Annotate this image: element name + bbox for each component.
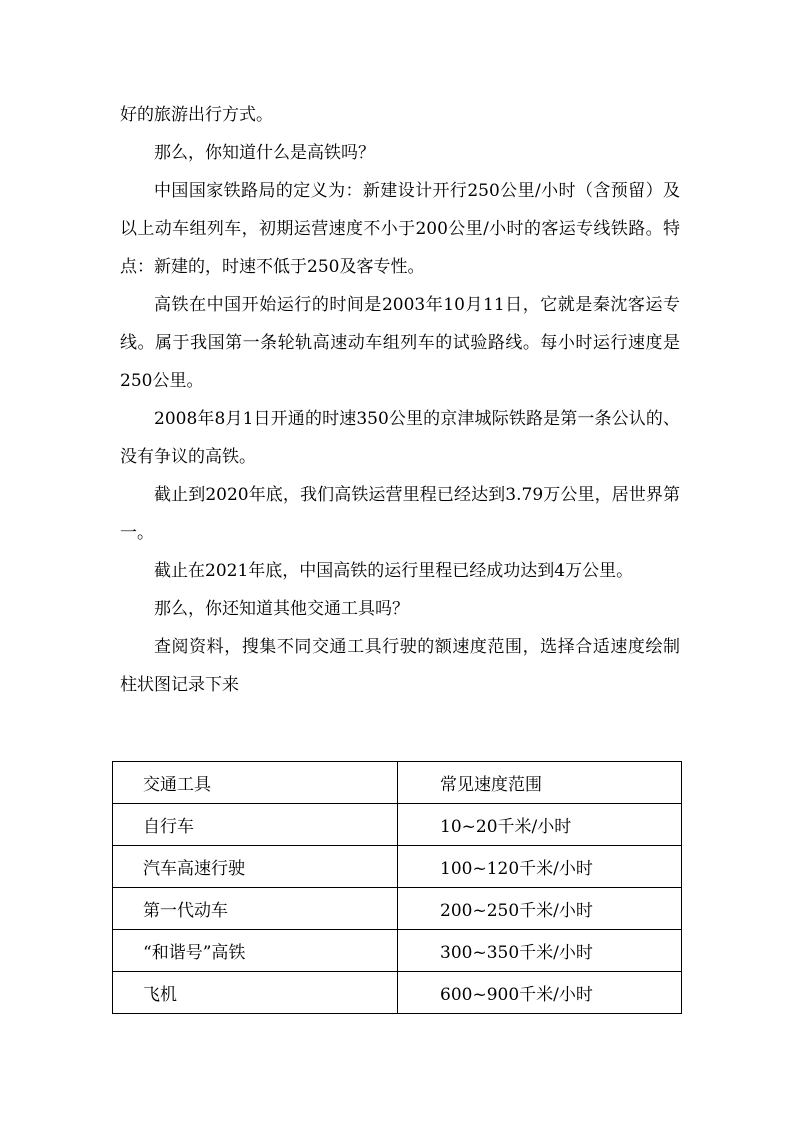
table-row xyxy=(113,846,682,888)
speed-cell: 200~250千米/小时 xyxy=(398,888,682,930)
paragraph-task-instruction: 查阅资料，搜集不同交通工具行驶的额速度范围，选择合适速度绘制柱状图记录下来 xyxy=(120,637,680,695)
speed-cell: 300~350千米/小时 xyxy=(398,930,682,972)
speed-cell: 100~120千米/小时 xyxy=(398,846,682,888)
paragraph-question-other-transport: 那么，你还知道其他交通工具吗？ xyxy=(154,599,409,619)
table-row xyxy=(113,972,682,1014)
table-header-row xyxy=(113,762,682,804)
paragraph-jingjin: 2008年8月1日开通的时速350公里的京津城际铁路是第一条公认的、没有争议的高铁。 xyxy=(120,409,680,467)
paragraph-continuation: 好的旅游出行方式。 xyxy=(120,105,273,125)
table-row xyxy=(113,930,682,972)
vehicle-cell: 汽车高速行驶 xyxy=(113,846,398,888)
speed-cell: 600~900千米/小时 xyxy=(398,972,682,1014)
paragraph-first-line: 高铁在中国开始运行的时间是2003年10月11日，它就是秦沈客运专线。属于我国第一条轮轨高速动车组列车的试验路线。每小时运行速度是250公里。 xyxy=(120,295,680,391)
paragraph-question-high-speed-rail: 那么，你知道什么是高铁吗？ xyxy=(154,143,375,163)
vehicle-cell: 自行车 xyxy=(113,804,398,846)
vehicle-cell: 第一代动车 xyxy=(113,888,398,930)
paragraph-2020-mileage: 截止到2020年底，我们高铁运营里程已经达到3.79万公里，居世界第一。 xyxy=(120,485,680,543)
speed-range-table xyxy=(112,761,682,1014)
paragraph-2021-mileage: 截止在2021年底，中国高铁的运行里程已经成功达到4万公里。 xyxy=(154,561,634,581)
vehicle-cell: “和谐号”高铁 xyxy=(113,930,398,972)
document-body xyxy=(120,96,680,704)
paragraph-definition: 中国国家铁路局的定义为：新建设计开行250公里/小时（含预留）及以上动车组列车，初期运营速度不小于200公里/小时的客运专线铁路。特点：新建的，时速不低于250及客专性。 xyxy=(120,181,680,277)
table-header-cell: 常见速度范围 xyxy=(398,762,682,804)
speed-cell: 10~20千米/小时 xyxy=(398,804,682,846)
table-row xyxy=(113,888,682,930)
table-header-cell: 交通工具 xyxy=(113,762,398,804)
table-row xyxy=(113,804,682,846)
vehicle-cell: 飞机 xyxy=(113,972,398,1014)
